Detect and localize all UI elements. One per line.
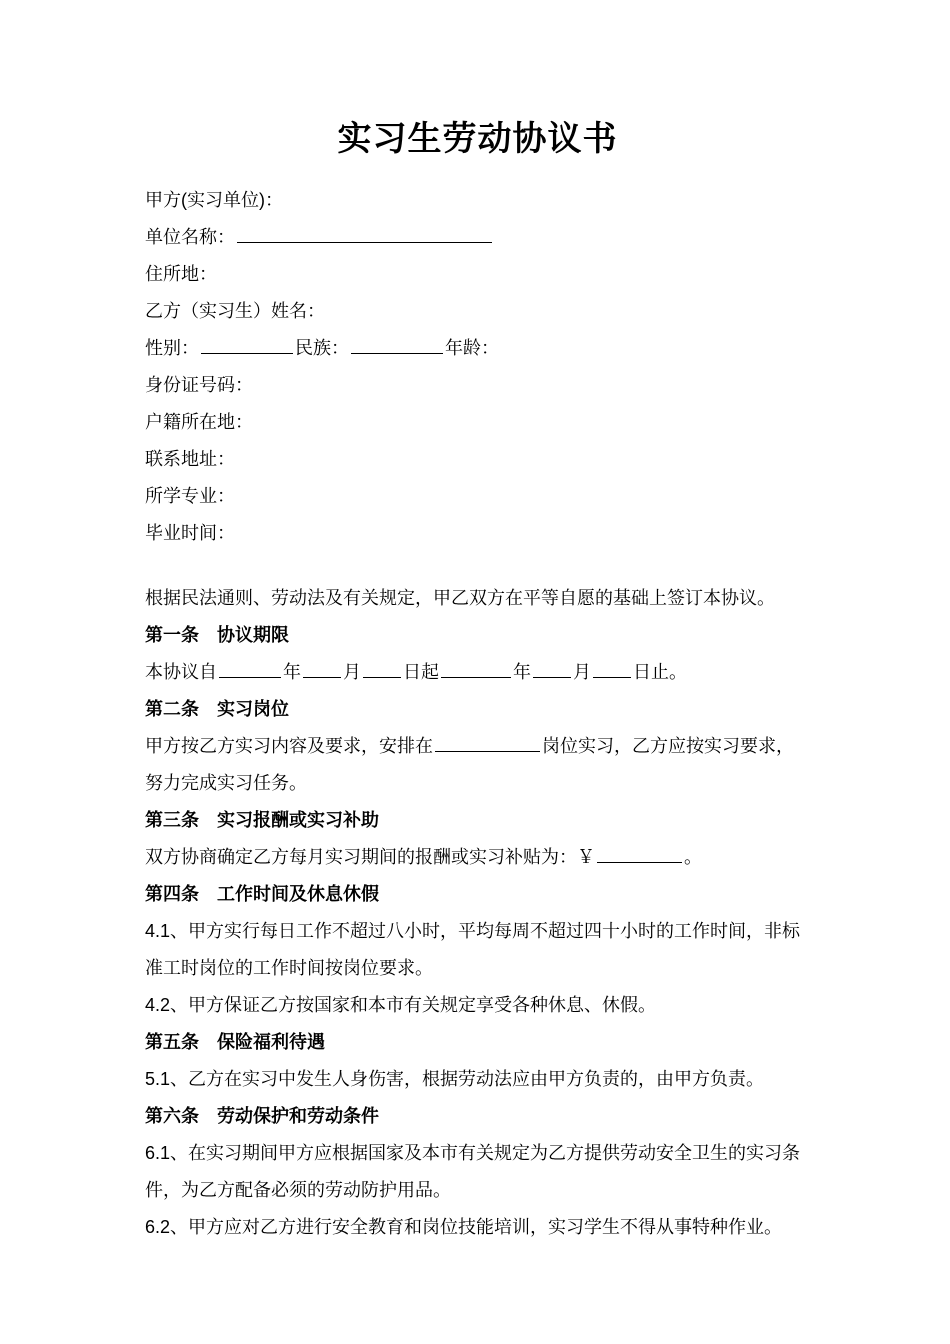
text-segment: 第五条 保险福利待遇 <box>145 1032 325 1052</box>
text-segment: 本协议自 <box>145 662 217 682</box>
text-segment: 住所地： <box>145 264 217 284</box>
fill-in-blank <box>597 844 682 863</box>
text-segment: 第四条 工作时间及休息休假 <box>145 884 379 904</box>
section-heading <box>145 876 810 913</box>
paragraph <box>145 1061 810 1098</box>
text-segment: 日起 <box>403 662 439 682</box>
text-segment: 月 <box>343 662 361 682</box>
text-segment: 单位名称： <box>145 227 235 247</box>
text-segment: 根据民法通则、劳动法及有关规定，甲乙双方在平等自愿的基础上签订本协议。 <box>145 588 775 608</box>
paragraph <box>145 1135 810 1209</box>
paragraph <box>145 913 810 987</box>
document-title: 实习生劳动协议书 <box>337 120 618 158</box>
fill-in-blank <box>363 659 401 678</box>
paragraph <box>145 330 810 367</box>
text-segment: 4.1、甲方实行每日工作不超过八小时，平均每周不超过四十小时的工作时间，非标准工时岗位的工作时间按岗位要求。 <box>145 921 801 978</box>
fill-in-blank <box>201 335 293 354</box>
text-segment: 性别： <box>145 338 199 358</box>
paragraph <box>145 441 810 478</box>
text-segment: 4.2、甲方保证乙方按国家和本市有关规定享受各种休息、休假。 <box>145 995 657 1015</box>
fill-in-blank <box>593 659 631 678</box>
text-segment: 联系地址： <box>145 449 235 469</box>
section-heading <box>145 1098 810 1135</box>
text-segment: 第三条 实习报酬或实习补助 <box>145 810 379 830</box>
text-segment: 毕业时间： <box>145 523 235 543</box>
text-segment: 第六条 劳动保护和劳动条件 <box>145 1106 379 1126</box>
paragraph <box>145 219 810 256</box>
text-segment: 年 <box>513 662 531 682</box>
text-segment: 日止。 <box>633 662 687 682</box>
text-segment: 双方协商确定乙方每月实习期间的报酬或实习补贴为：￥ <box>145 847 595 867</box>
paragraph <box>145 839 810 876</box>
section-heading <box>145 802 810 839</box>
text-segment: 所学专业： <box>145 486 235 506</box>
text-segment: 第二条 实习岗位 <box>145 699 289 719</box>
text-segment: 6.2、甲方应对乙方进行安全教育和岗位技能培训，实习学生不得从事特种作业。 <box>145 1217 783 1237</box>
section-heading <box>145 691 810 728</box>
text-segment: 。 <box>684 847 702 867</box>
section-heading <box>145 1024 810 1061</box>
fill-in-blank <box>533 659 571 678</box>
section-heading <box>145 617 810 654</box>
paragraph <box>145 1209 810 1246</box>
fill-in-blank <box>237 224 492 243</box>
fill-in-blank <box>435 733 540 752</box>
fill-in-blank <box>351 335 443 354</box>
paragraph <box>145 987 810 1024</box>
text-segment: 年 <box>283 662 301 682</box>
text-segment: 6.1、在实习期间甲方应根据国家及本市有关规定为乙方提供劳动安全卫生的实习条件，为乙方配备必须的劳动防护用品。 <box>145 1143 801 1200</box>
paragraph <box>145 580 810 617</box>
paragraph <box>145 404 810 441</box>
text-segment: 甲方(实习单位)： <box>145 190 283 210</box>
text-segment: 岗位实习，乙方应按实习要求，努力完成实习任务。 <box>145 736 794 793</box>
text-segment: 5.1、乙方在实习中发生人身伤害，根据劳动法应由甲方负责的，由甲方负责。 <box>145 1069 765 1089</box>
paragraph <box>145 367 810 404</box>
fill-in-blank <box>303 659 341 678</box>
text-segment: 户籍所在地： <box>145 412 253 432</box>
text-segment: 身份证号码： <box>145 375 253 395</box>
paragraph <box>145 182 810 219</box>
text-segment: 第一条 协议期限 <box>145 625 289 645</box>
paragraph <box>145 515 810 552</box>
fill-in-blank <box>441 659 511 678</box>
paragraph <box>145 256 810 293</box>
blank-line <box>145 552 810 580</box>
paragraph <box>145 654 810 691</box>
paragraph <box>145 728 810 802</box>
paragraph <box>145 478 810 515</box>
document-body <box>145 182 810 1246</box>
fill-in-blank <box>219 659 281 678</box>
text-segment: 乙方（实习生）姓名： <box>145 301 325 321</box>
text-segment: 月 <box>573 662 591 682</box>
text-segment: 甲方按乙方实习内容及要求，安排在 <box>145 736 433 756</box>
text-segment: 民族： <box>295 338 349 358</box>
paragraph <box>145 293 810 330</box>
text-segment: 年龄： <box>445 338 499 358</box>
